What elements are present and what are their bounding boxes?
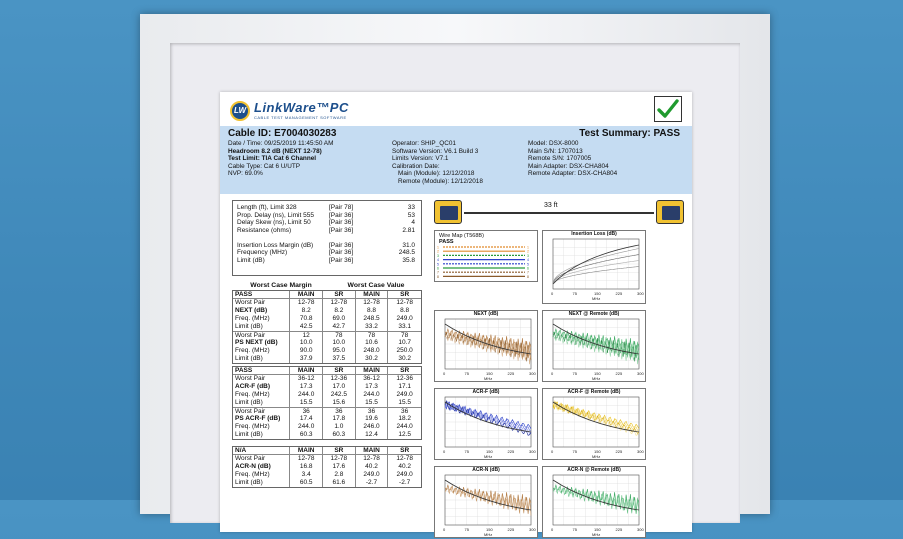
- table-cell: 248.5: [356, 315, 389, 323]
- graph-x-tick: 225: [615, 449, 623, 454]
- measurement-row: [237, 227, 417, 235]
- table-row: [233, 399, 421, 407]
- table-cell: 249.0: [396, 471, 413, 478]
- graph-x-unit: MHz: [592, 454, 601, 459]
- table-cell: 40.2: [398, 463, 411, 470]
- table-row: [233, 355, 421, 363]
- measurement-pair: [Pair 36]: [329, 256, 354, 264]
- cable-type: Cable Type: Cat 6 U/UTP: [228, 162, 300, 170]
- graph-x-tick: 300: [637, 527, 644, 532]
- table-row: [233, 463, 421, 471]
- table-cell: 17.3: [290, 383, 323, 391]
- table-cell: -2.7: [399, 479, 411, 486]
- test-report-sheet: [220, 92, 692, 537]
- table-cell: 12-78: [356, 455, 389, 463]
- table-cell: 12-78: [396, 299, 413, 306]
- table-cell: 17.6: [323, 463, 356, 471]
- table-cell: 10.0: [323, 339, 356, 347]
- table-cell: 37.5: [323, 355, 356, 363]
- table-cell: 250.0: [396, 347, 413, 354]
- table-cell: Worst Pair: [233, 455, 290, 463]
- table-cell: 8.8: [356, 307, 389, 315]
- table-cell: ACR-F (dB): [233, 383, 290, 391]
- table-cell: 12-78: [356, 299, 389, 307]
- table-cell: 33.1: [398, 323, 411, 330]
- measurement-value: 31.0: [402, 241, 415, 249]
- measurement-pair: [Pair 36]: [329, 249, 354, 256]
- wire-pin-number: 4: [527, 258, 529, 263]
- wire-pin-number: 1: [437, 245, 439, 250]
- table-cell: 40.2: [356, 463, 389, 471]
- link-diagram: [434, 200, 686, 228]
- cable-id: Cable ID: E7004030283: [228, 128, 337, 139]
- table-cell: PASS: [233, 367, 290, 374]
- table-cell: 17.4: [290, 415, 323, 423]
- table-cell: PASS: [233, 291, 290, 298]
- table-cell: 42.5: [290, 323, 323, 331]
- table-cell: 244.0: [396, 423, 413, 430]
- next-graph: [434, 310, 538, 382]
- table-cell: -2.7: [356, 479, 389, 487]
- table-cell: 15.5: [290, 399, 323, 407]
- measurement-row: [237, 212, 417, 220]
- graph-x-tick: 75: [464, 371, 469, 376]
- worst-case-margin-heading: Worst Case Margin: [250, 282, 312, 289]
- table-cell: 242.5: [323, 391, 356, 399]
- table-cell: 17.3: [356, 383, 389, 391]
- test-limit: Test Limit: TIA Cat 6 Channel: [228, 155, 317, 163]
- table-row: [233, 423, 421, 431]
- table-cell: 12.4: [356, 431, 389, 439]
- table-cell: SR: [323, 367, 356, 374]
- measurement-value: 2.81: [402, 226, 415, 234]
- table-row: [233, 479, 421, 487]
- measurement-label: Insertion Loss Margin (dB): [237, 241, 314, 249]
- table-cell: MAIN: [290, 367, 323, 374]
- acrn-remote-plot: [543, 467, 645, 537]
- table-cell: PS ACR-F (dB): [233, 415, 290, 423]
- main-adapter-icon: [434, 200, 462, 224]
- graph-x-tick: 150: [594, 449, 601, 454]
- table-cell: 15.6: [323, 399, 356, 407]
- graph-x-tick: 75: [572, 449, 577, 454]
- graph-x-tick: 0: [551, 527, 554, 532]
- acrn-remote-graph-title: ACR-N @ Remote (dB): [567, 467, 621, 473]
- table-cell: 61.6: [323, 479, 356, 487]
- table-cell: 60.3: [323, 431, 356, 439]
- measurement-value: 248.5: [398, 249, 415, 256]
- graph-x-tick: 150: [594, 527, 601, 532]
- table-row: [233, 331, 421, 339]
- cable-line: [464, 212, 654, 214]
- next-remote-graph-title: NEXT @ Remote (dB): [568, 311, 620, 317]
- table-cell: 60.3: [290, 431, 323, 439]
- table-cell: MAIN: [356, 447, 389, 454]
- table-cell: 78: [356, 332, 389, 339]
- wire-pin-number: 2: [527, 249, 529, 254]
- table-cell: 42.7: [323, 323, 356, 331]
- table-cell: Limit (dB): [233, 479, 290, 487]
- graph-x-tick: 150: [594, 371, 601, 376]
- table-cell: 10.7: [398, 339, 411, 346]
- next-remote-graph: [542, 310, 646, 382]
- graph-x-tick: 150: [486, 527, 493, 532]
- table-cell: Worst Pair: [233, 375, 290, 383]
- logo-subtitle: CABLE TEST MANAGEMENT SOFTWARE: [254, 115, 347, 121]
- table-cell: 90.0: [290, 347, 323, 355]
- table-cell: 17.8: [323, 415, 356, 423]
- worst-case-value-heading: Worst Case Value: [347, 282, 405, 289]
- model: Model: DSX-8000: [528, 140, 579, 147]
- measurement-pair: [Pair 78]: [329, 204, 354, 211]
- measurements-box: [232, 200, 422, 276]
- graph-x-tick: 75: [572, 527, 577, 532]
- graph-x-unit: MHz: [484, 454, 493, 459]
- measurement-pair: [Pair 36]: [329, 241, 354, 249]
- measurement-row: [237, 204, 417, 212]
- wire-pin-number: 8: [527, 274, 529, 279]
- table-cell: 15.5: [398, 399, 411, 406]
- insertion-loss-title: Insertion Loss (dB): [571, 231, 617, 237]
- table-cell: SR: [400, 367, 410, 374]
- table-cell: Freq. (MHz): [233, 315, 290, 323]
- remote-serial: Remote S/N: 1707005: [528, 155, 592, 163]
- table-cell: 19.6: [356, 415, 389, 423]
- measurement-label: Prop. Delay (ns), Limit 555: [237, 211, 314, 219]
- acrn-graph: [434, 466, 538, 538]
- acrn-results-table: [232, 446, 422, 488]
- table-cell: Limit (dB): [233, 431, 290, 439]
- table-cell: 12.5: [398, 431, 411, 438]
- wire-map: [434, 230, 538, 282]
- operator: Operator: SHIP_QC01: [392, 140, 456, 147]
- header-column-2: [392, 140, 483, 185]
- table-row: [233, 339, 421, 347]
- acrf-results-table: [232, 366, 422, 440]
- table-cell: 12-78: [396, 455, 413, 462]
- table-cell: N/A: [233, 447, 290, 454]
- table-cell: 95.0: [323, 347, 356, 355]
- table-cell: 30.2: [356, 355, 389, 363]
- table-cell: Limit (dB): [233, 399, 290, 407]
- wire-pin-number: 5: [437, 262, 439, 267]
- table-cell: 70.8: [290, 315, 323, 323]
- header-column-1: [228, 140, 333, 178]
- table-cell: 36-12: [356, 375, 389, 383]
- table-cell: 18.2: [398, 415, 411, 422]
- next-graph-title: NEXT (dB): [473, 311, 499, 317]
- wire-pin-number: 2: [437, 249, 439, 254]
- table-row: [233, 455, 421, 463]
- table-cell: SR: [323, 291, 356, 298]
- measurement-pair: [Pair 36]: [329, 211, 354, 219]
- table-cell: MAIN: [356, 291, 389, 298]
- table-cell: 33.2: [356, 323, 389, 331]
- graph-x-tick: 150: [594, 291, 601, 296]
- acrn-graph-title: ACR-N (dB): [472, 467, 500, 473]
- acrn-remote-graph: [542, 466, 646, 538]
- table-cell: MAIN: [290, 447, 323, 454]
- wire-pin-number: 7: [527, 270, 529, 275]
- table-cell: 12-78: [323, 455, 356, 463]
- acrf-plot: [435, 389, 537, 459]
- table-cell: 8.2: [323, 307, 356, 315]
- wire-pin-number: 5: [527, 262, 529, 267]
- table-cell: 36: [323, 408, 356, 415]
- measurement-label: Delay Skew (ns), Limit 50: [237, 219, 311, 226]
- graph-x-tick: 300: [637, 291, 644, 296]
- table-cell: Freq. (MHz): [233, 471, 290, 479]
- cable-length: 33 ft: [544, 202, 558, 209]
- wire-pin-number: 6: [527, 266, 529, 271]
- table-cell: 244.0: [290, 391, 323, 399]
- graph-x-tick: 150: [486, 371, 493, 376]
- table-cell: 60.5: [290, 479, 323, 487]
- measurement-pair: [Pair 36]: [329, 226, 354, 234]
- table-cell: 244.0: [356, 391, 389, 399]
- wire-pin-number: 7: [437, 270, 439, 275]
- measurement-value: 33: [407, 204, 415, 211]
- wire-pin-number: 3: [527, 253, 529, 258]
- table-cell: SR: [400, 291, 410, 298]
- graph-x-tick: 0: [551, 371, 554, 376]
- table-cell: 3.4: [290, 471, 323, 479]
- graph-x-tick: 300: [529, 449, 536, 454]
- table-row: [233, 383, 421, 391]
- table-cell: MAIN: [356, 367, 389, 374]
- graph-x-unit: MHz: [592, 376, 601, 381]
- insertion-loss-plot: [543, 231, 645, 303]
- table-cell: Freq. (MHz): [233, 347, 290, 355]
- table-cell: MAIN: [290, 291, 323, 298]
- graph-x-tick: 0: [443, 371, 446, 376]
- graph-x-unit: MHz: [484, 376, 493, 381]
- wire-pin-number: 8: [437, 274, 439, 279]
- table-row: [233, 431, 421, 439]
- measurement-row: [237, 219, 417, 227]
- graph-x-tick: 75: [464, 449, 469, 454]
- table-row: [233, 315, 421, 323]
- measurement-value: 53: [407, 211, 415, 219]
- table-cell: Limit (dB): [233, 355, 290, 363]
- table-cell: 1.0: [323, 423, 356, 431]
- nvp: NVP: 69.0%: [228, 170, 263, 178]
- table-row: [233, 471, 421, 479]
- measurement-pair: [Pair 36]: [329, 219, 354, 226]
- table-cell: 248.0: [356, 347, 389, 355]
- table-row: [233, 347, 421, 355]
- table-cell: 69.0: [323, 315, 356, 323]
- next-results-table: [232, 290, 422, 364]
- table-cell: Worst Pair: [233, 299, 290, 307]
- pass-checkmark-icon: [654, 96, 682, 122]
- measurement-label: Limit (dB): [237, 256, 265, 264]
- software-version: Software Version: V6.1 Build 3: [392, 147, 479, 155]
- graph-x-tick: 225: [507, 527, 515, 532]
- acrf-graph: [434, 388, 538, 460]
- measurement-row: [237, 242, 417, 250]
- table-cell: 17.1: [398, 383, 411, 390]
- measurement-pair: [329, 234, 375, 242]
- main-adapter: Main Adapter: DSX-CHA804: [528, 162, 609, 170]
- logo-badge: LW: [230, 101, 250, 121]
- date-time: Date / Time: 09/25/2019 11:45:50 AM: [228, 140, 334, 147]
- headroom: Headroom 8.2 dB (NEXT 12-78): [228, 147, 322, 155]
- table-cell: 249.0: [396, 391, 413, 398]
- acrf-remote-plot: [543, 389, 645, 459]
- table-cell: 12-78: [323, 299, 356, 307]
- table-cell: 36: [356, 408, 389, 415]
- calibration-date: Calibration Date:: [392, 162, 440, 170]
- measurement-label: Resistance (ohms): [237, 226, 292, 234]
- measurement-row: [237, 249, 417, 257]
- measurement-row: [237, 257, 417, 265]
- table-cell: 36: [290, 408, 323, 415]
- acrn-plot: [435, 467, 537, 537]
- measurement-value: 4: [411, 219, 415, 226]
- main-serial: Main S/N: 1707013: [528, 147, 583, 155]
- graph-x-tick: 300: [529, 371, 536, 376]
- table-cell: 36: [401, 408, 409, 415]
- remote-adapter: Remote Adapter: DSX-CHA804: [528, 170, 618, 178]
- measurement-label: Length (ft), Limit 328: [237, 204, 297, 211]
- table-cell: Limit (dB): [233, 323, 290, 331]
- table-cell: 2.8: [323, 471, 356, 479]
- table-row: [233, 391, 421, 399]
- frame-mat: [170, 43, 740, 537]
- report-header: [220, 126, 692, 194]
- table-row: [233, 299, 421, 307]
- table-cell: 78: [401, 332, 409, 339]
- graph-x-tick: 0: [551, 291, 554, 296]
- test-summary: Test Summary: PASS: [579, 128, 680, 139]
- table-cell: SR: [400, 447, 410, 454]
- acrf-graph-title: ACR-F (dB): [472, 389, 500, 395]
- limits-version: Limits Version: V7.1: [392, 155, 449, 163]
- table-cell: Freq. (MHz): [233, 391, 290, 399]
- graph-x-tick: 300: [637, 449, 644, 454]
- table-cell: NEXT (dB): [233, 307, 290, 315]
- table-cell: 12-78: [290, 455, 323, 463]
- graph-x-tick: 0: [443, 527, 446, 532]
- picture-frame: [140, 14, 770, 537]
- main-module-date: Main (Module): 12/12/2018: [398, 170, 475, 178]
- graph-x-tick: 300: [637, 371, 644, 376]
- table-cell: 30.2: [398, 355, 411, 362]
- table-cell: 78: [323, 332, 356, 339]
- graph-x-tick: 225: [507, 371, 515, 376]
- graph-x-tick: 225: [615, 527, 623, 532]
- table-header-row: [233, 367, 421, 375]
- table-row: [233, 307, 421, 315]
- measurement-label: Frequency (MHz): [237, 249, 288, 256]
- table-cell: 249.0: [396, 315, 413, 322]
- wire-pin-number: 6: [437, 266, 439, 271]
- graph-x-tick: 75: [464, 527, 469, 532]
- wire-pin-number: 4: [437, 258, 439, 263]
- next-remote-plot: [543, 311, 645, 381]
- worst-case-headings: [232, 282, 422, 290]
- measurement-row: [237, 234, 417, 242]
- table-cell: 10.0: [290, 339, 323, 347]
- table-row: [233, 323, 421, 331]
- graph-x-tick: 300: [529, 527, 536, 532]
- table-header-row: [233, 447, 421, 455]
- measurement-label: [237, 234, 329, 242]
- graph-x-unit: MHz: [592, 532, 601, 537]
- graph-x-unit: MHz: [484, 532, 493, 537]
- graph-x-tick: 75: [572, 291, 577, 296]
- table-cell: 15.5: [356, 399, 389, 407]
- table-cell: 16.8: [290, 463, 323, 471]
- table-cell: 8.2: [290, 307, 323, 315]
- graph-x-tick: 150: [486, 449, 493, 454]
- table-cell: 10.6: [356, 339, 389, 347]
- table-row: [233, 375, 421, 383]
- graph-x-unit: MHz: [592, 296, 601, 301]
- table-cell: 246.0: [356, 423, 389, 431]
- wire-map-title: Wire Map (T568B): [439, 233, 484, 239]
- measurement-value: [375, 234, 415, 242]
- header-column-3: [528, 140, 617, 178]
- table-cell: 37.9: [290, 355, 323, 363]
- linkware-logo: [230, 99, 349, 123]
- graph-x-tick: 225: [615, 291, 623, 296]
- table-cell: PS NEXT (dB): [233, 339, 290, 347]
- table-row: [233, 407, 421, 415]
- acrf-remote-graph-title: ACR-F @ Remote (dB): [567, 389, 621, 395]
- table-cell: ACR-N (dB): [233, 463, 290, 471]
- table-cell: 12-36: [323, 375, 356, 383]
- table-cell: 12-78: [290, 299, 323, 307]
- table-cell: 12-36: [396, 375, 413, 382]
- table-cell: 17.0: [323, 383, 356, 391]
- acrf-remote-graph: [542, 388, 646, 460]
- table-cell: 36-12: [290, 375, 323, 383]
- next-plot: [435, 311, 537, 381]
- table-header-row: [233, 291, 421, 299]
- measurement-value: 35.8: [402, 256, 415, 264]
- table-cell: 244.0: [290, 423, 323, 431]
- insertion-loss-graph: [542, 230, 646, 304]
- graph-x-tick: 225: [615, 371, 623, 376]
- wire-pin-number: 1: [527, 245, 529, 250]
- table-cell: Worst Pair: [233, 408, 290, 415]
- table-cell: 12: [290, 332, 323, 339]
- graph-x-tick: 0: [443, 449, 446, 454]
- table-cell: Worst Pair: [233, 332, 290, 339]
- graph-x-tick: 0: [551, 449, 554, 454]
- graph-x-tick: 225: [507, 449, 515, 454]
- table-cell: 8.8: [400, 307, 410, 314]
- table-cell: SR: [323, 447, 356, 454]
- logo-name: LinkWare™PC: [254, 100, 349, 116]
- remote-adapter-icon: [656, 200, 684, 224]
- table-row: [233, 415, 421, 423]
- graph-x-tick: 75: [572, 371, 577, 376]
- remote-module-date: Remote (Module): 12/12/2018: [398, 177, 483, 185]
- wire-map-status: PASS: [439, 239, 454, 245]
- table-cell: 249.0: [356, 471, 389, 479]
- table-cell: Freq. (MHz): [233, 423, 290, 431]
- wire-pin-number: 3: [437, 253, 439, 258]
